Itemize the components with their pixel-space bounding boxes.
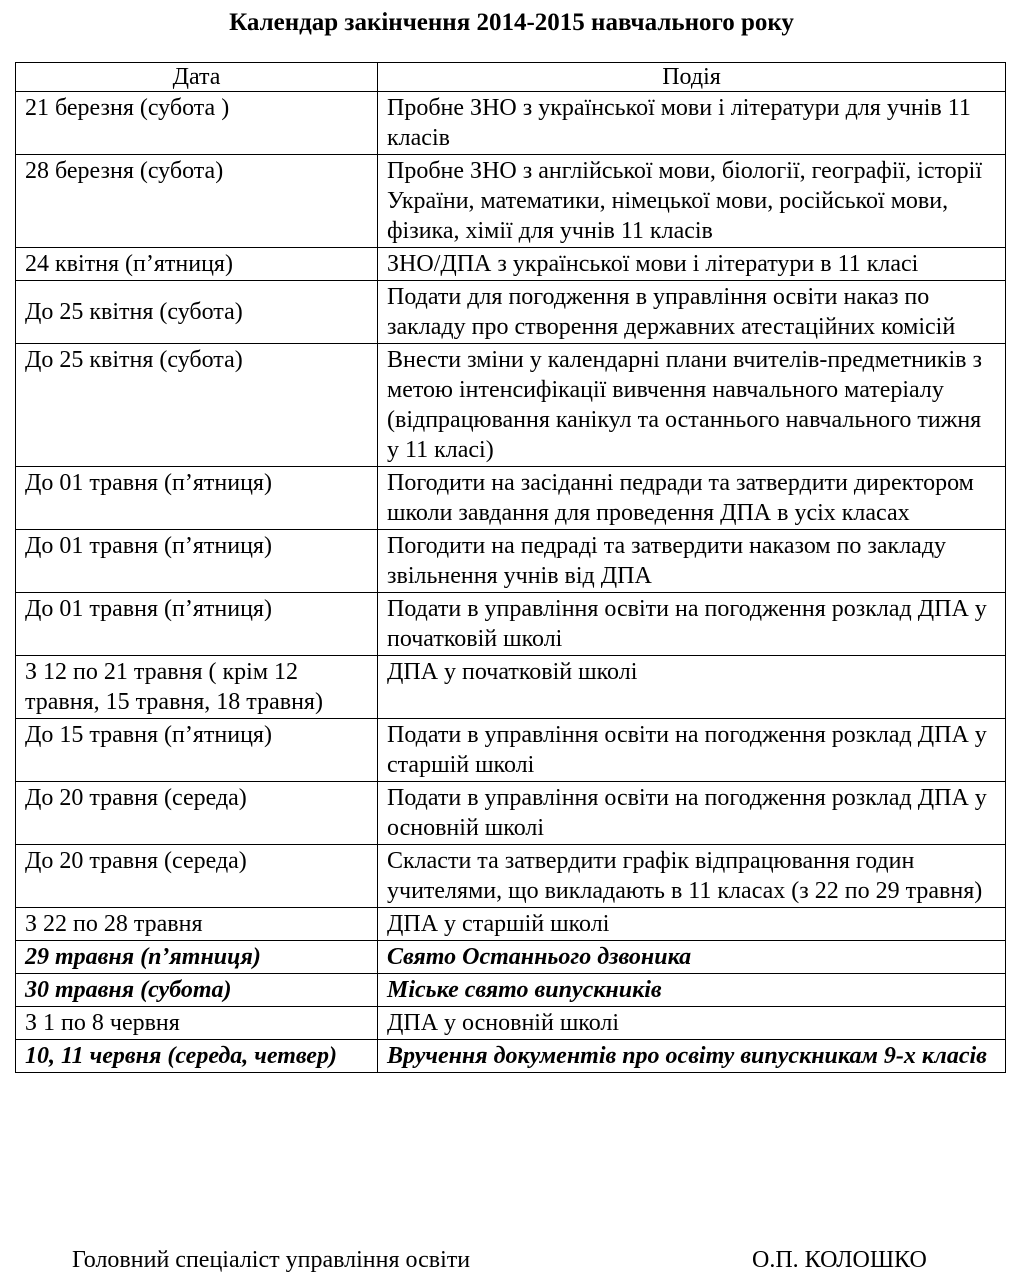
table-row (16, 845, 1006, 908)
table-row (16, 155, 1006, 248)
row-event: Погодити на педраді та затвердити наказом по закладу звільнення учнів від ДПА (378, 530, 1006, 593)
table-row (16, 281, 1006, 344)
row-date: 21 березня (субота ) (16, 92, 378, 155)
row-date: 24 квітня (п’ятниця) (16, 248, 378, 281)
table-row-highlighted (16, 1040, 1006, 1073)
row-event: Пробне ЗНО з англійської мови, біології, географії, історії України, математики, німецької мови, російської мови, фізика, хімії для учнів 11 класів (378, 155, 1006, 248)
table-row (16, 530, 1006, 593)
page-title: Календар закінчення 2014-2015 навчального року (229, 9, 794, 36)
table-row (16, 344, 1006, 467)
row-event: Подати для погодження в управління освіти наказ по закладу про створення державних атестаційних комісій (378, 281, 1006, 344)
table-row (16, 593, 1006, 656)
row-date: До 01 травня (п’ятниця) (16, 593, 378, 656)
row-date: До 15 травня (п’ятниця) (16, 719, 378, 782)
row-date: До 01 травня (п’ятниця) (16, 530, 378, 593)
row-date: З 1 по 8 червня (16, 1007, 378, 1040)
row-event: Пробне ЗНО з української мови і літератури для учнів 11 класів (378, 92, 1006, 155)
table-row-highlighted (16, 974, 1006, 1007)
row-event: ДПА у основній школі (378, 1007, 1006, 1040)
row-date: 30 травня (субота) (16, 974, 378, 1007)
table-row (16, 908, 1006, 941)
row-date: До 20 травня (середа) (16, 782, 378, 845)
row-date: З 22 по 28 травня (16, 908, 378, 941)
row-date: До 20 травня (середа) (16, 845, 378, 908)
table-row (16, 719, 1006, 782)
row-event: Подати в управління освіти на погодження розклад ДПА у основній школі (378, 782, 1006, 845)
row-event: Вручення документів про освіту випускникам 9-х класів (378, 1040, 1006, 1073)
row-event: ДПА у старшій школі (378, 908, 1006, 941)
table-row (16, 467, 1006, 530)
row-event: ЗНО/ДПА з української мови і літератури в 11 класі (378, 248, 1006, 281)
row-date: 10, 11 червня (середа, четвер) (16, 1040, 378, 1073)
signer-name: О.П. КОЛОШКО (752, 1247, 927, 1273)
row-event: Міське свято випускників (378, 974, 1006, 1007)
row-date: 28 березня (субота) (16, 155, 378, 248)
row-event: Скласти та затвердити графік відпрацювання годин учителями, що викладають в 11 класах (з 22 по 29 травня) (378, 845, 1006, 908)
signer-position: Головний спеціаліст управління освіти (72, 1247, 471, 1273)
header-date: Дата (16, 63, 378, 92)
row-date: З 12 по 21 травня ( крім 12 травня, 15 травня, 18 травня) (16, 656, 378, 719)
table-row-highlighted (16, 941, 1006, 974)
row-event: Погодити на засіданні педради та затвердити директором школи завдання для проведення ДПА в усіх класах (378, 467, 1006, 530)
row-event: Подати в управління освіти на погодження розклад ДПА у початковій школі (378, 593, 1006, 656)
table-row (16, 1007, 1006, 1040)
row-event: Подати в управління освіти на погодження розклад ДПА у старшій школі (378, 719, 1006, 782)
row-date: До 25 квітня (субота) (16, 344, 378, 467)
header-event: Подія (378, 63, 1006, 92)
row-date: 29 травня (п’ятниця) (16, 941, 378, 974)
table-row (16, 656, 1006, 719)
row-date: До 25 квітня (субота) (16, 281, 378, 344)
table-row (16, 248, 1006, 281)
row-date: До 01 травня (п’ятниця) (16, 467, 378, 530)
table-row (16, 92, 1006, 155)
table-row (16, 782, 1006, 845)
table-header-row (16, 63, 1006, 92)
calendar-table (15, 62, 1006, 1073)
row-event: Внести зміни у календарні плани вчителів-предметників з метою інтенсифікації вивчення навчального матеріалу (відпрацювання канікул та останнього навчального тижня у 11 класі) (378, 344, 1006, 467)
row-event: Свято Останнього дзвоника (378, 941, 1006, 974)
row-event: ДПА у початковій школі (378, 656, 1006, 719)
